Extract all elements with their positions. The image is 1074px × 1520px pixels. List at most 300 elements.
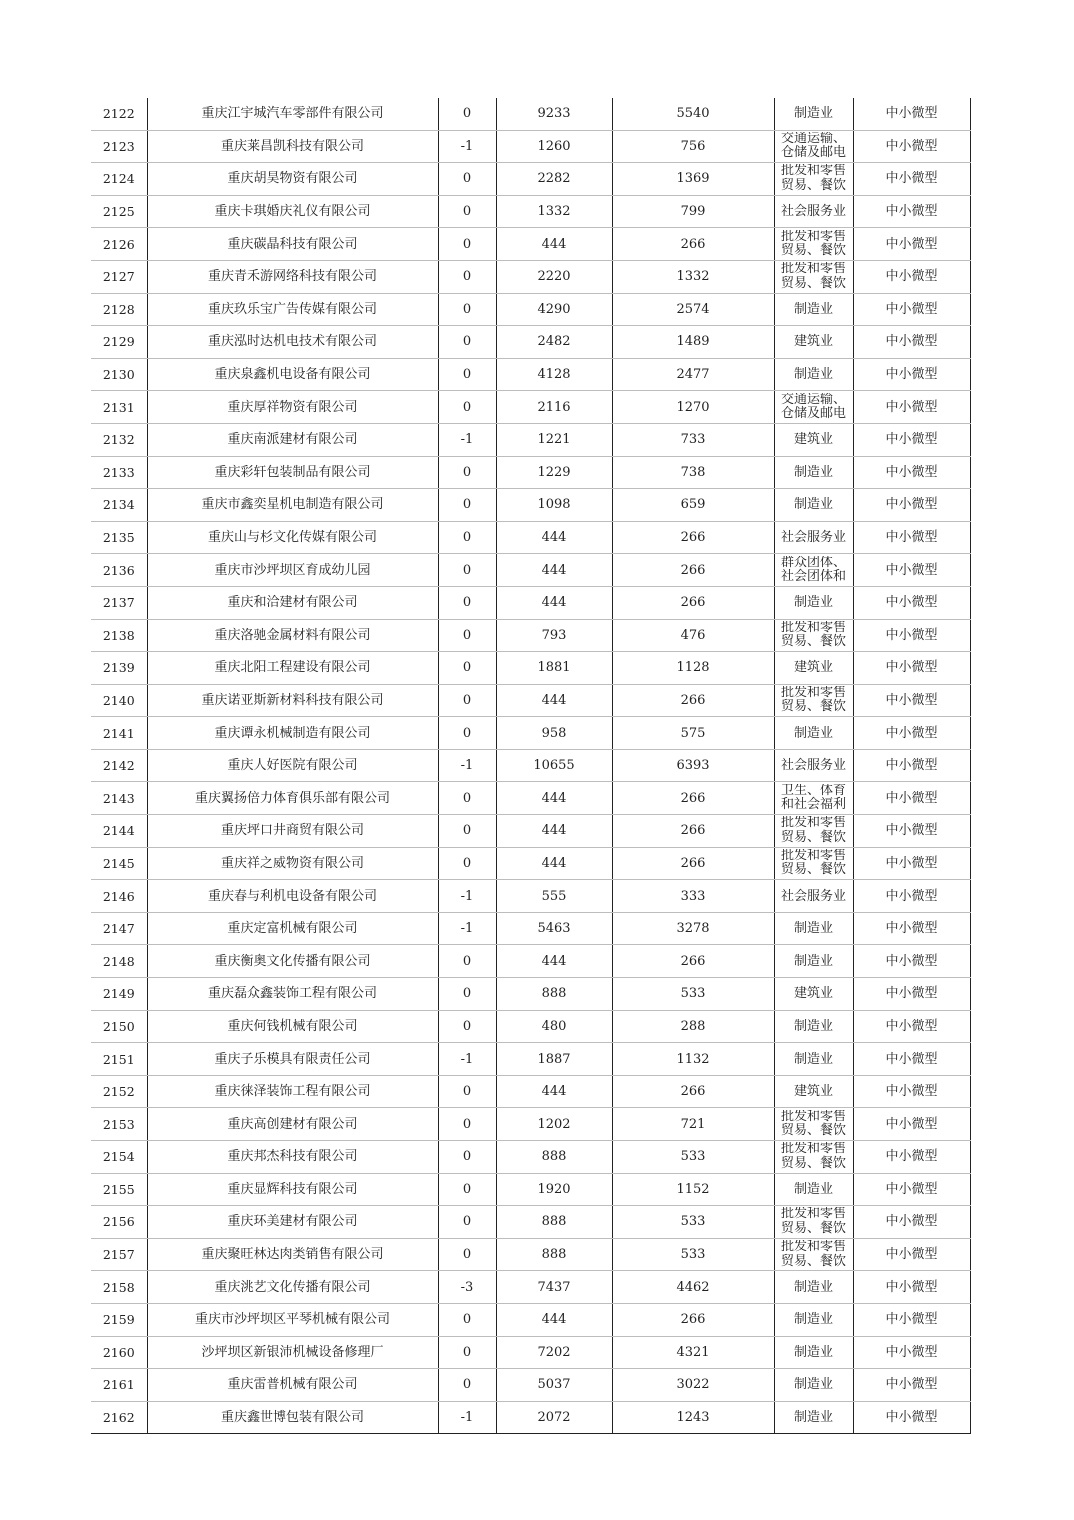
industry-text: 批发和零售贸易、餐饮 bbox=[780, 1240, 846, 1269]
enterprise-size-cell: 中小微型 bbox=[853, 423, 970, 456]
industry-cell: 制造业 bbox=[774, 293, 853, 326]
enterprise-size-cell: 中小微型 bbox=[853, 163, 970, 196]
table-row bbox=[91, 456, 970, 489]
value-2-cell: 444 bbox=[496, 847, 612, 880]
value-1-cell: 0 bbox=[438, 391, 496, 424]
value-3-cell: 266 bbox=[612, 847, 774, 880]
enterprise-size-cell: 中小微型 bbox=[853, 358, 970, 391]
value-2-cell: 444 bbox=[496, 945, 612, 978]
row-number-cell: 2152 bbox=[91, 1075, 147, 1108]
industry-text: 群众团体、社会团体和 bbox=[780, 555, 846, 585]
industry-text: 批发和零售贸易、餐饮 bbox=[780, 848, 846, 878]
value-3-cell: 721 bbox=[612, 1108, 774, 1141]
enterprise-size-cell: 中小微型 bbox=[853, 1173, 970, 1206]
value-2-cell: 4128 bbox=[496, 358, 612, 391]
company-name-cell: 重庆春与利机电设备有限公司 bbox=[147, 880, 438, 913]
row-number-cell: 2139 bbox=[91, 652, 147, 685]
industry-cell bbox=[774, 1238, 853, 1271]
company-name-cell: 重庆碳晶科技有限公司 bbox=[147, 228, 438, 261]
value-2-cell: 1229 bbox=[496, 456, 612, 489]
value-3-cell: 4321 bbox=[612, 1336, 774, 1369]
enterprise-size-cell: 中小微型 bbox=[853, 749, 970, 782]
company-name-cell: 重庆莱昌凯科技有限公司 bbox=[147, 130, 438, 163]
value-3-cell: 738 bbox=[612, 456, 774, 489]
value-2-cell: 2282 bbox=[496, 163, 612, 196]
row-number-cell: 2122 bbox=[91, 98, 147, 130]
row-number-cell: 2155 bbox=[91, 1173, 147, 1206]
enterprise-size-cell: 中小微型 bbox=[853, 1336, 970, 1369]
industry-cell: 建筑业 bbox=[774, 652, 853, 685]
enterprise-size-cell: 中小微型 bbox=[853, 293, 970, 326]
enterprise-size-cell: 中小微型 bbox=[853, 1010, 970, 1043]
value-2-cell: 888 bbox=[496, 1206, 612, 1239]
industry-cell bbox=[774, 1206, 853, 1239]
table-row bbox=[91, 423, 970, 456]
value-1-cell: 0 bbox=[438, 1010, 496, 1043]
industry-text: 批发和零售贸易、餐饮 bbox=[780, 164, 846, 193]
value-2-cell: 958 bbox=[496, 717, 612, 750]
value-1-cell: -1 bbox=[438, 423, 496, 456]
enterprise-size-cell: 中小微型 bbox=[853, 1369, 970, 1402]
row-number-cell: 2145 bbox=[91, 847, 147, 880]
enterprise-size-cell: 中小微型 bbox=[853, 619, 970, 652]
company-name-cell: 重庆南派建材有限公司 bbox=[147, 423, 438, 456]
industry-cell bbox=[774, 815, 853, 848]
value-3-cell: 266 bbox=[612, 782, 774, 815]
industry-cell: 制造业 bbox=[774, 1303, 853, 1336]
industry-cell bbox=[774, 130, 853, 163]
value-1-cell: -1 bbox=[438, 1043, 496, 1076]
value-2-cell: 888 bbox=[496, 1238, 612, 1271]
company-name-cell: 重庆山与杉文化传媒有限公司 bbox=[147, 521, 438, 554]
value-2-cell: 7202 bbox=[496, 1336, 612, 1369]
company-name-cell: 重庆聚旺林达肉类销售有限公司 bbox=[147, 1238, 438, 1271]
industry-cell bbox=[774, 391, 853, 424]
value-3-cell: 575 bbox=[612, 717, 774, 750]
value-3-cell: 1243 bbox=[612, 1401, 774, 1434]
industry-text: 批发和零售贸易、餐饮 bbox=[780, 816, 846, 845]
value-2-cell: 1881 bbox=[496, 652, 612, 685]
table-row bbox=[91, 98, 970, 130]
industry-cell: 社会服务业 bbox=[774, 521, 853, 554]
value-2-cell: 7437 bbox=[496, 1271, 612, 1304]
value-2-cell: 1260 bbox=[496, 130, 612, 163]
row-number-cell: 2151 bbox=[91, 1043, 147, 1076]
row-number-cell: 2130 bbox=[91, 358, 147, 391]
table-row bbox=[91, 260, 970, 293]
value-3-cell: 4462 bbox=[612, 1271, 774, 1304]
enterprise-size-cell: 中小微型 bbox=[853, 684, 970, 717]
value-3-cell: 3022 bbox=[612, 1369, 774, 1402]
table-row bbox=[91, 978, 970, 1011]
value-1-cell: 0 bbox=[438, 945, 496, 978]
enterprise-size-cell: 中小微型 bbox=[853, 945, 970, 978]
industry-text: 卫生、体育和社会福利 bbox=[780, 783, 846, 813]
table-row bbox=[91, 521, 970, 554]
value-1-cell: 0 bbox=[438, 163, 496, 196]
industry-cell: 建筑业 bbox=[774, 326, 853, 359]
industry-cell: 制造业 bbox=[774, 717, 853, 750]
company-name-cell: 重庆雷普机械有限公司 bbox=[147, 1369, 438, 1402]
value-2-cell: 2482 bbox=[496, 326, 612, 359]
value-1-cell: 0 bbox=[438, 293, 496, 326]
table-body bbox=[91, 98, 970, 1434]
value-1-cell: 0 bbox=[438, 619, 496, 652]
table-row bbox=[91, 1336, 970, 1369]
value-3-cell: 1489 bbox=[612, 326, 774, 359]
value-3-cell: 6393 bbox=[612, 749, 774, 782]
company-name-cell: 重庆坪口井商贸有限公司 bbox=[147, 815, 438, 848]
value-2-cell: 444 bbox=[496, 521, 612, 554]
row-number-cell: 2157 bbox=[91, 1238, 147, 1271]
company-name-cell: 重庆洮艺文化传播有限公司 bbox=[147, 1271, 438, 1304]
enterprise-size-cell: 中小微型 bbox=[853, 1043, 970, 1076]
industry-cell: 制造业 bbox=[774, 1271, 853, 1304]
table-row bbox=[91, 1043, 970, 1076]
value-2-cell: 444 bbox=[496, 815, 612, 848]
row-number-cell: 2128 bbox=[91, 293, 147, 326]
row-number-cell: 2138 bbox=[91, 619, 147, 652]
industry-cell: 制造业 bbox=[774, 945, 853, 978]
industry-text: 交通运输、仓储及邮电 bbox=[780, 392, 846, 422]
row-number-cell: 2162 bbox=[91, 1401, 147, 1434]
industry-text: 交通运输、仓储及邮电 bbox=[780, 131, 846, 161]
row-number-cell: 2153 bbox=[91, 1108, 147, 1141]
value-1-cell: 0 bbox=[438, 1238, 496, 1271]
value-1-cell: 0 bbox=[438, 195, 496, 228]
value-1-cell: -1 bbox=[438, 130, 496, 163]
row-number-cell: 2148 bbox=[91, 945, 147, 978]
table-row bbox=[91, 782, 970, 815]
industry-cell: 建筑业 bbox=[774, 423, 853, 456]
enterprise-size-cell: 中小微型 bbox=[853, 391, 970, 424]
value-3-cell: 333 bbox=[612, 880, 774, 913]
table-row bbox=[91, 619, 970, 652]
table-row bbox=[91, 489, 970, 522]
value-2-cell: 2116 bbox=[496, 391, 612, 424]
industry-cell: 制造业 bbox=[774, 98, 853, 130]
value-2-cell: 444 bbox=[496, 782, 612, 815]
table-row bbox=[91, 1075, 970, 1108]
value-3-cell: 266 bbox=[612, 554, 774, 587]
company-name-cell: 重庆子乐模具有限责任公司 bbox=[147, 1043, 438, 1076]
industry-cell bbox=[774, 1141, 853, 1174]
enterprise-size-cell: 中小微型 bbox=[853, 1303, 970, 1336]
value-2-cell: 2072 bbox=[496, 1401, 612, 1434]
company-name-cell: 重庆鑫世博包装有限公司 bbox=[147, 1401, 438, 1434]
enterprise-size-cell: 中小微型 bbox=[853, 195, 970, 228]
company-name-cell: 重庆何钱机械有限公司 bbox=[147, 1010, 438, 1043]
value-1-cell: 0 bbox=[438, 586, 496, 619]
enterprise-size-cell: 中小微型 bbox=[853, 456, 970, 489]
table-row bbox=[91, 847, 970, 880]
company-name-cell: 重庆人好医院有限公司 bbox=[147, 749, 438, 782]
value-1-cell: 0 bbox=[438, 815, 496, 848]
value-2-cell: 444 bbox=[496, 554, 612, 587]
value-3-cell: 266 bbox=[612, 228, 774, 261]
value-1-cell: 0 bbox=[438, 554, 496, 587]
table-row bbox=[91, 1010, 970, 1043]
table-row bbox=[91, 717, 970, 750]
value-3-cell: 799 bbox=[612, 195, 774, 228]
value-1-cell: 0 bbox=[438, 717, 496, 750]
company-name-cell: 重庆祥之威物资有限公司 bbox=[147, 847, 438, 880]
industry-cell: 社会服务业 bbox=[774, 195, 853, 228]
table-row bbox=[91, 749, 970, 782]
value-2-cell: 1332 bbox=[496, 195, 612, 228]
table-row bbox=[91, 163, 970, 196]
value-2-cell: 1098 bbox=[496, 489, 612, 522]
table-row bbox=[91, 1369, 970, 1402]
value-2-cell: 888 bbox=[496, 978, 612, 1011]
value-3-cell: 1369 bbox=[612, 163, 774, 196]
value-2-cell: 1221 bbox=[496, 423, 612, 456]
value-1-cell: 0 bbox=[438, 847, 496, 880]
industry-cell: 社会服务业 bbox=[774, 880, 853, 913]
row-number-cell: 2129 bbox=[91, 326, 147, 359]
industry-cell: 制造业 bbox=[774, 489, 853, 522]
enterprise-size-cell: 中小微型 bbox=[853, 98, 970, 130]
enterprise-size-cell: 中小微型 bbox=[853, 586, 970, 619]
enterprise-size-cell: 中小微型 bbox=[853, 1271, 970, 1304]
row-number-cell: 2141 bbox=[91, 717, 147, 750]
company-name-cell: 重庆谭永机械制造有限公司 bbox=[147, 717, 438, 750]
row-number-cell: 2160 bbox=[91, 1336, 147, 1369]
enterprise-size-cell: 中小微型 bbox=[853, 1108, 970, 1141]
industry-cell bbox=[774, 782, 853, 815]
table-row bbox=[91, 652, 970, 685]
industry-cell bbox=[774, 554, 853, 587]
company-name-cell: 重庆泓时达机电技术有限公司 bbox=[147, 326, 438, 359]
value-1-cell: 0 bbox=[438, 1369, 496, 1402]
company-name-cell: 重庆胡昊物资有限公司 bbox=[147, 163, 438, 196]
enterprise-size-cell: 中小微型 bbox=[853, 130, 970, 163]
value-2-cell: 555 bbox=[496, 880, 612, 913]
enterprise-size-cell: 中小微型 bbox=[853, 228, 970, 261]
table-row bbox=[91, 130, 970, 163]
industry-text: 批发和零售贸易、餐饮 bbox=[780, 1207, 846, 1236]
table-row bbox=[91, 391, 970, 424]
value-1-cell: 0 bbox=[438, 456, 496, 489]
value-3-cell: 2574 bbox=[612, 293, 774, 326]
row-number-cell: 2133 bbox=[91, 456, 147, 489]
value-1-cell: 0 bbox=[438, 652, 496, 685]
value-3-cell: 266 bbox=[612, 684, 774, 717]
value-2-cell: 5463 bbox=[496, 912, 612, 945]
value-2-cell: 9233 bbox=[496, 98, 612, 130]
value-1-cell: 0 bbox=[438, 1075, 496, 1108]
industry-cell bbox=[774, 1108, 853, 1141]
value-3-cell: 1152 bbox=[612, 1173, 774, 1206]
company-name-cell: 重庆市鑫奕星机电制造有限公司 bbox=[147, 489, 438, 522]
row-number-cell: 2125 bbox=[91, 195, 147, 228]
value-1-cell: 0 bbox=[438, 521, 496, 554]
value-2-cell: 793 bbox=[496, 619, 612, 652]
value-2-cell: 444 bbox=[496, 228, 612, 261]
row-number-cell: 2149 bbox=[91, 978, 147, 1011]
value-3-cell: 5540 bbox=[612, 98, 774, 130]
value-1-cell: 0 bbox=[438, 326, 496, 359]
industry-cell: 制造业 bbox=[774, 1173, 853, 1206]
value-1-cell: -1 bbox=[438, 1401, 496, 1434]
company-name-cell: 重庆卡琪婚庆礼仪有限公司 bbox=[147, 195, 438, 228]
enterprise-size-cell: 中小微型 bbox=[853, 326, 970, 359]
enterprise-size-cell: 中小微型 bbox=[853, 554, 970, 587]
table-row bbox=[91, 1108, 970, 1141]
value-2-cell: 444 bbox=[496, 1303, 612, 1336]
value-3-cell: 2477 bbox=[612, 358, 774, 391]
enterprise-size-cell: 中小微型 bbox=[853, 260, 970, 293]
value-3-cell: 3278 bbox=[612, 912, 774, 945]
industry-cell: 制造业 bbox=[774, 586, 853, 619]
company-name-cell: 重庆泉鑫机电设备有限公司 bbox=[147, 358, 438, 391]
value-3-cell: 476 bbox=[612, 619, 774, 652]
table-row bbox=[91, 554, 970, 587]
industry-text: 批发和零售贸易、餐饮 bbox=[780, 685, 846, 715]
industry-cell: 制造业 bbox=[774, 358, 853, 391]
enterprise-size-cell: 中小微型 bbox=[853, 489, 970, 522]
enterprise-size-cell: 中小微型 bbox=[853, 717, 970, 750]
company-name-cell: 重庆显辉科技有限公司 bbox=[147, 1173, 438, 1206]
table-row bbox=[91, 684, 970, 717]
value-3-cell: 1332 bbox=[612, 260, 774, 293]
company-name-cell: 重庆厚祥物资有限公司 bbox=[147, 391, 438, 424]
value-3-cell: 266 bbox=[612, 815, 774, 848]
value-3-cell: 533 bbox=[612, 978, 774, 1011]
value-3-cell: 733 bbox=[612, 423, 774, 456]
value-2-cell: 1887 bbox=[496, 1043, 612, 1076]
industry-cell: 制造业 bbox=[774, 1401, 853, 1434]
value-2-cell: 1202 bbox=[496, 1108, 612, 1141]
industry-cell: 社会服务业 bbox=[774, 749, 853, 782]
value-2-cell: 1920 bbox=[496, 1173, 612, 1206]
company-name-cell: 重庆环美建材有限公司 bbox=[147, 1206, 438, 1239]
industry-cell: 制造业 bbox=[774, 1336, 853, 1369]
table-row bbox=[91, 326, 970, 359]
industry-cell bbox=[774, 619, 853, 652]
industry-cell bbox=[774, 260, 853, 293]
table-row bbox=[91, 1401, 970, 1434]
row-number-cell: 2140 bbox=[91, 684, 147, 717]
table-row bbox=[91, 1271, 970, 1304]
value-3-cell: 1270 bbox=[612, 391, 774, 424]
value-1-cell: 0 bbox=[438, 978, 496, 1011]
value-3-cell: 266 bbox=[612, 521, 774, 554]
enterprise-size-cell: 中小微型 bbox=[853, 978, 970, 1011]
value-3-cell: 266 bbox=[612, 586, 774, 619]
company-name-cell: 重庆衡奥文化传播有限公司 bbox=[147, 945, 438, 978]
row-number-cell: 2136 bbox=[91, 554, 147, 587]
enterprise-size-cell: 中小微型 bbox=[853, 1075, 970, 1108]
enterprise-size-cell: 中小微型 bbox=[853, 912, 970, 945]
company-name-cell: 重庆徕泽装饰工程有限公司 bbox=[147, 1075, 438, 1108]
table-row bbox=[91, 1141, 970, 1174]
enterprise-size-cell: 中小微型 bbox=[853, 1141, 970, 1174]
value-3-cell: 266 bbox=[612, 1303, 774, 1336]
value-2-cell: 480 bbox=[496, 1010, 612, 1043]
industry-cell: 制造业 bbox=[774, 912, 853, 945]
row-number-cell: 2144 bbox=[91, 815, 147, 848]
value-1-cell: 0 bbox=[438, 358, 496, 391]
enterprise-size-cell: 中小微型 bbox=[853, 782, 970, 815]
table-row bbox=[91, 945, 970, 978]
row-number-cell: 2126 bbox=[91, 228, 147, 261]
value-2-cell: 444 bbox=[496, 1075, 612, 1108]
industry-cell bbox=[774, 163, 853, 196]
row-number-cell: 2124 bbox=[91, 163, 147, 196]
row-number-cell: 2135 bbox=[91, 521, 147, 554]
value-2-cell: 5037 bbox=[496, 1369, 612, 1402]
table-row bbox=[91, 880, 970, 913]
row-number-cell: 2159 bbox=[91, 1303, 147, 1336]
table-row bbox=[91, 228, 970, 261]
enterprise-table bbox=[91, 98, 971, 1434]
company-name-cell: 重庆洛驰金属材料有限公司 bbox=[147, 619, 438, 652]
enterprise-size-cell: 中小微型 bbox=[853, 1238, 970, 1271]
industry-cell bbox=[774, 684, 853, 717]
row-number-cell: 2127 bbox=[91, 260, 147, 293]
value-1-cell: 0 bbox=[438, 1303, 496, 1336]
value-1-cell: -3 bbox=[438, 1271, 496, 1304]
row-number-cell: 2131 bbox=[91, 391, 147, 424]
industry-cell bbox=[774, 847, 853, 880]
table-row bbox=[91, 1303, 970, 1336]
company-name-cell: 沙坪坝区新银沛机械设备修理厂 bbox=[147, 1336, 438, 1369]
value-3-cell: 1128 bbox=[612, 652, 774, 685]
value-1-cell: 0 bbox=[438, 782, 496, 815]
enterprise-size-cell: 中小微型 bbox=[853, 1206, 970, 1239]
company-name-cell: 重庆邦杰科技有限公司 bbox=[147, 1141, 438, 1174]
value-1-cell: -1 bbox=[438, 880, 496, 913]
company-name-cell: 重庆市沙坪坝区平琴机械有限公司 bbox=[147, 1303, 438, 1336]
value-3-cell: 266 bbox=[612, 1075, 774, 1108]
enterprise-size-cell: 中小微型 bbox=[853, 847, 970, 880]
value-1-cell: -1 bbox=[438, 912, 496, 945]
value-1-cell: 0 bbox=[438, 1108, 496, 1141]
industry-cell: 制造业 bbox=[774, 1043, 853, 1076]
row-number-cell: 2150 bbox=[91, 1010, 147, 1043]
company-name-cell: 重庆翼扬倍力体育俱乐部有限公司 bbox=[147, 782, 438, 815]
row-number-cell: 2156 bbox=[91, 1206, 147, 1239]
value-2-cell: 4290 bbox=[496, 293, 612, 326]
industry-text: 批发和零售贸易、餐饮 bbox=[780, 1109, 846, 1139]
industry-text: 批发和零售贸易、餐饮 bbox=[780, 229, 846, 259]
value-1-cell: 0 bbox=[438, 489, 496, 522]
value-2-cell: 444 bbox=[496, 684, 612, 717]
company-name-cell: 重庆北阳工程建设有限公司 bbox=[147, 652, 438, 685]
value-1-cell: 0 bbox=[438, 1336, 496, 1369]
company-name-cell: 重庆江宇城汽车零部件有限公司 bbox=[147, 98, 438, 130]
row-number-cell: 2158 bbox=[91, 1271, 147, 1304]
row-number-cell: 2123 bbox=[91, 130, 147, 163]
value-1-cell: 0 bbox=[438, 684, 496, 717]
industry-cell: 制造业 bbox=[774, 1369, 853, 1402]
table-row bbox=[91, 1238, 970, 1271]
enterprise-size-cell: 中小微型 bbox=[853, 815, 970, 848]
company-name-cell: 重庆和洽建材有限公司 bbox=[147, 586, 438, 619]
table-row bbox=[91, 293, 970, 326]
enterprise-size-cell: 中小微型 bbox=[853, 521, 970, 554]
value-2-cell: 888 bbox=[496, 1141, 612, 1174]
value-1-cell: 0 bbox=[438, 1206, 496, 1239]
value-2-cell: 10655 bbox=[496, 749, 612, 782]
company-name-cell: 重庆玖乐宝广告传媒有限公司 bbox=[147, 293, 438, 326]
industry-cell bbox=[774, 228, 853, 261]
row-number-cell: 2134 bbox=[91, 489, 147, 522]
enterprise-size-cell: 中小微型 bbox=[853, 880, 970, 913]
value-1-cell: 0 bbox=[438, 98, 496, 130]
row-number-cell: 2142 bbox=[91, 749, 147, 782]
